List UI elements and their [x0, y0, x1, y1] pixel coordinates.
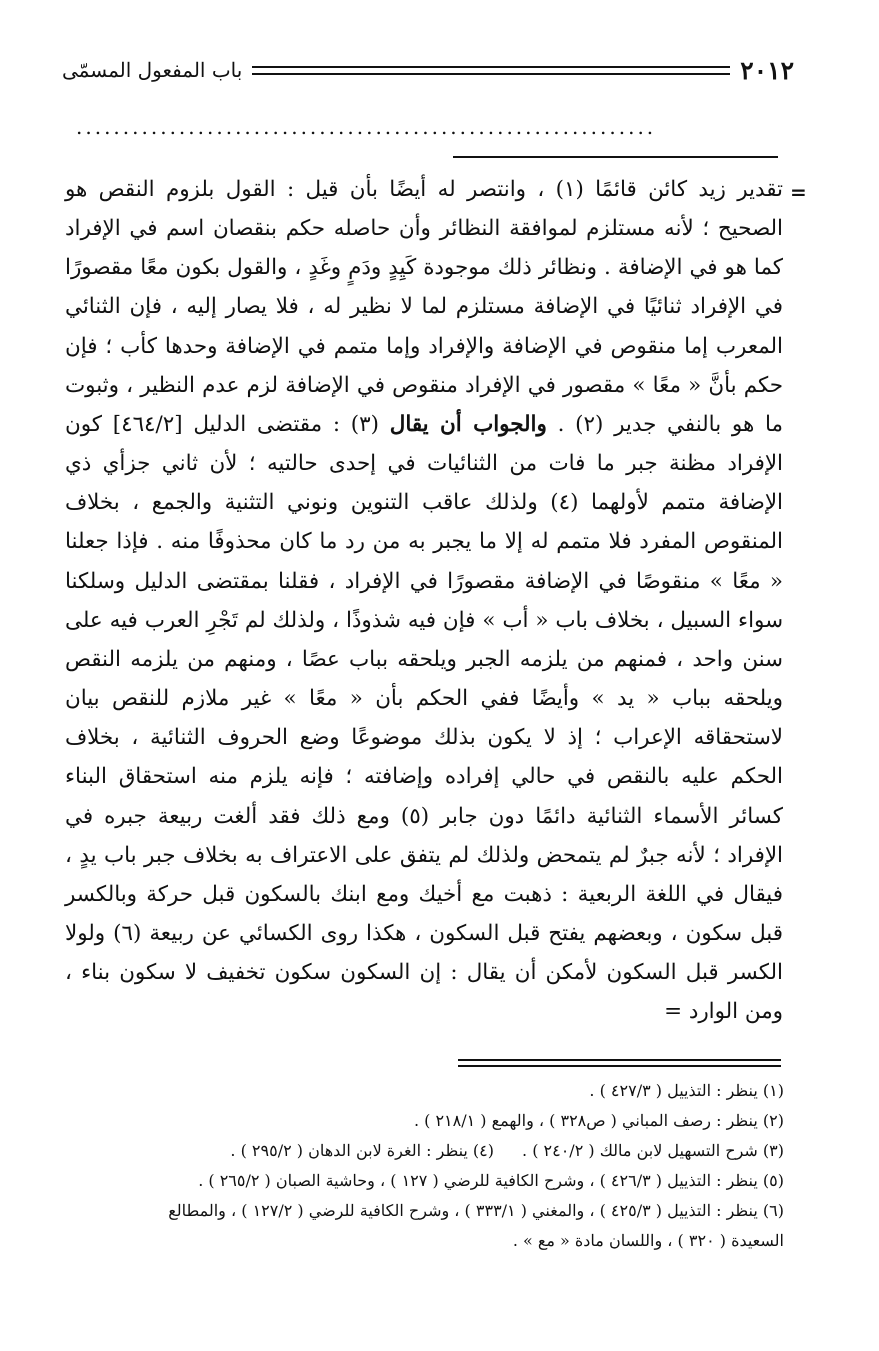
body-line: (٣) : مقتضى الدليل [٤٦٤/٢]	[112, 411, 380, 437]
continuation-mark-start: =	[790, 180, 807, 204]
body-line: مقصورًا في الإفراد ثنائيًا في الإضافة مستلزم لما لا نظير له ، فلا يصار إليه ، فإن	[65, 255, 783, 320]
body-line: الإضافة متمم لأولهما (٤) ولذلك عاقب التنوين ونوني التثنية والجمع ، بخلاف	[65, 490, 783, 516]
body-line: فإن حكم بأنَّ « معًا » مقصور في الإفراد منقوص في الإضافة لزم عدم النظير ،	[65, 333, 783, 398]
body-line: معًا » منقوصًا في الإضافة مقصورًا في الإفراد ، فقلنا بمقتضى الدليل وسلكنا سواء	[65, 568, 783, 633]
body-line: بالنقص في حالي إفراده وإضافته ؛ فإنه يلزم منه استحقاق البناء كسائر الأسماء	[65, 764, 783, 829]
footnote: (٦) ينظر : التذييل ( ٤٢٥/٣ ) ، والمغني ( ٣٣٣/١ ) ، وشرح الكافية للرضي ( ١٢٧/٢ ) ، والمطالع	[168, 1201, 784, 1220]
body-line: وبعضهم يفتح قبل السكون ، هكذا روى الكسائي عن ربيعة (٦) ولولا الكسر قبل	[65, 920, 783, 986]
dotted-separator: ..............................................................	[76, 115, 657, 139]
body-line: بباب « يد » وأيضًا ففي الحكم بأن « معًا » غير ملازم للنقص بيان لاستحقاقه	[65, 686, 783, 751]
footnote: (٥) ينظر : التذييل ( ٤٢٦/٣ ) ، وشرح الكافية للرضي ( ١٢٧ ) ، وحاشية الصبان ( ٢٦٥/٢ ) .	[198, 1171, 784, 1190]
body-line: كون الإفراد مظنة جبر ما فات من الثنائيات في إحدى حالتيه ؛ لأن ثاني جزأي ذي	[65, 411, 783, 477]
footnote-separator	[458, 1059, 781, 1067]
running-title: باب المفعول المسمّى	[62, 58, 243, 82]
answer-heading: والجواب أن يقال	[389, 411, 547, 437]
page-number: ٢٠١٢	[740, 55, 794, 85]
footnotes	[76, 1076, 784, 1256]
body-line: الصحيح ؛ لأنه مستلزم لموافقة النظائر وأن حاصله حكم بنقصان اسم في الإفراد	[65, 216, 783, 242]
footnote: السعيدة ( ٣٢٠ ) ، واللسان مادة « مع » .	[512, 1231, 784, 1250]
footnote: (١) ينظر : التذييل ( ٤٢٧/٣ ) .	[589, 1081, 784, 1100]
body-line: الثنائي المعرب إما منقوص في الإضافة والإفراد وإما متمم في الإضافة وحدها كأب ؛	[65, 294, 783, 359]
body-line: واحد ، فمنهم من يلزمه الجبر ويلحقه بباب عصًا ، ومنهم من يلزمه النقص ويلحقه	[65, 646, 783, 712]
body-line: تقدير زيد كائن قائمًا (١) ، وانتصر له أيضًا بأن قيل : القول بلزوم النقص هو	[65, 177, 783, 202]
footnote: (٣) شرح التسهيل لابن مالك ( ٢٤٠/٢ ) .	[522, 1141, 784, 1160]
body-line: يتمحض ولذلك لم يتفق على الاعتراف به بخلاف جبر باب يدٍ ، فيقال في اللغة	[65, 842, 783, 907]
main-text	[65, 170, 783, 1031]
body-line: وثبوت ما هو بالنفي جدير (٢) .	[65, 372, 783, 437]
top-short-rule	[453, 156, 778, 158]
body-line: السبيل ، بخلاف باب « أب » فإن فيه شذوذًا ، ولذلك لم تَجْرِ العرب فيه على سنن	[65, 607, 783, 672]
page-header	[62, 52, 794, 88]
body-line: كما هو في الإضافة . ونظائر ذلك موجودة كَيِدٍ ودَمٍ وغَدٍ ، والقول بكون معًا	[140, 255, 783, 281]
body-line: الإعراب ؛ إذ لا يكون بذلك موضوعًا وضع الحروف الثنائية ، بخلاف الحكم عليه	[65, 725, 783, 790]
footnote: (٢) ينظر : رصف المباني ( ص٣٢٨ ) ، والهمع ( ٢١٨/١ ) .	[413, 1111, 784, 1130]
header-double-rule	[252, 66, 730, 75]
footnote-row	[76, 1136, 784, 1166]
body-line: المنقوص المفرد فلا متمم له إلا ما يجبر به من رد ما كان محذوفًا منه . فإذا جعلنا «	[65, 529, 784, 594]
body-line: السكون لأمكن أن يقال : إن السكون سكون تخفيف لا سكون بناء ، ومن الوارد =	[65, 960, 783, 1025]
body-line: الثنائية دائمًا دون جابر (٥) ومع ذلك فقد ألغت ربيعة جبره في الإفراد ؛ لأنه جبرٌ لم	[65, 803, 783, 868]
footnote: (٤) ينظر : الغرة لابن الدهان ( ٢٩٥/٢ ) .	[230, 1141, 495, 1160]
body-line: الربعية : ذهبت مع أخيك ومع ابنك بالسكون قبل حركة وبالكسر قبل سكون ،	[65, 881, 783, 946]
